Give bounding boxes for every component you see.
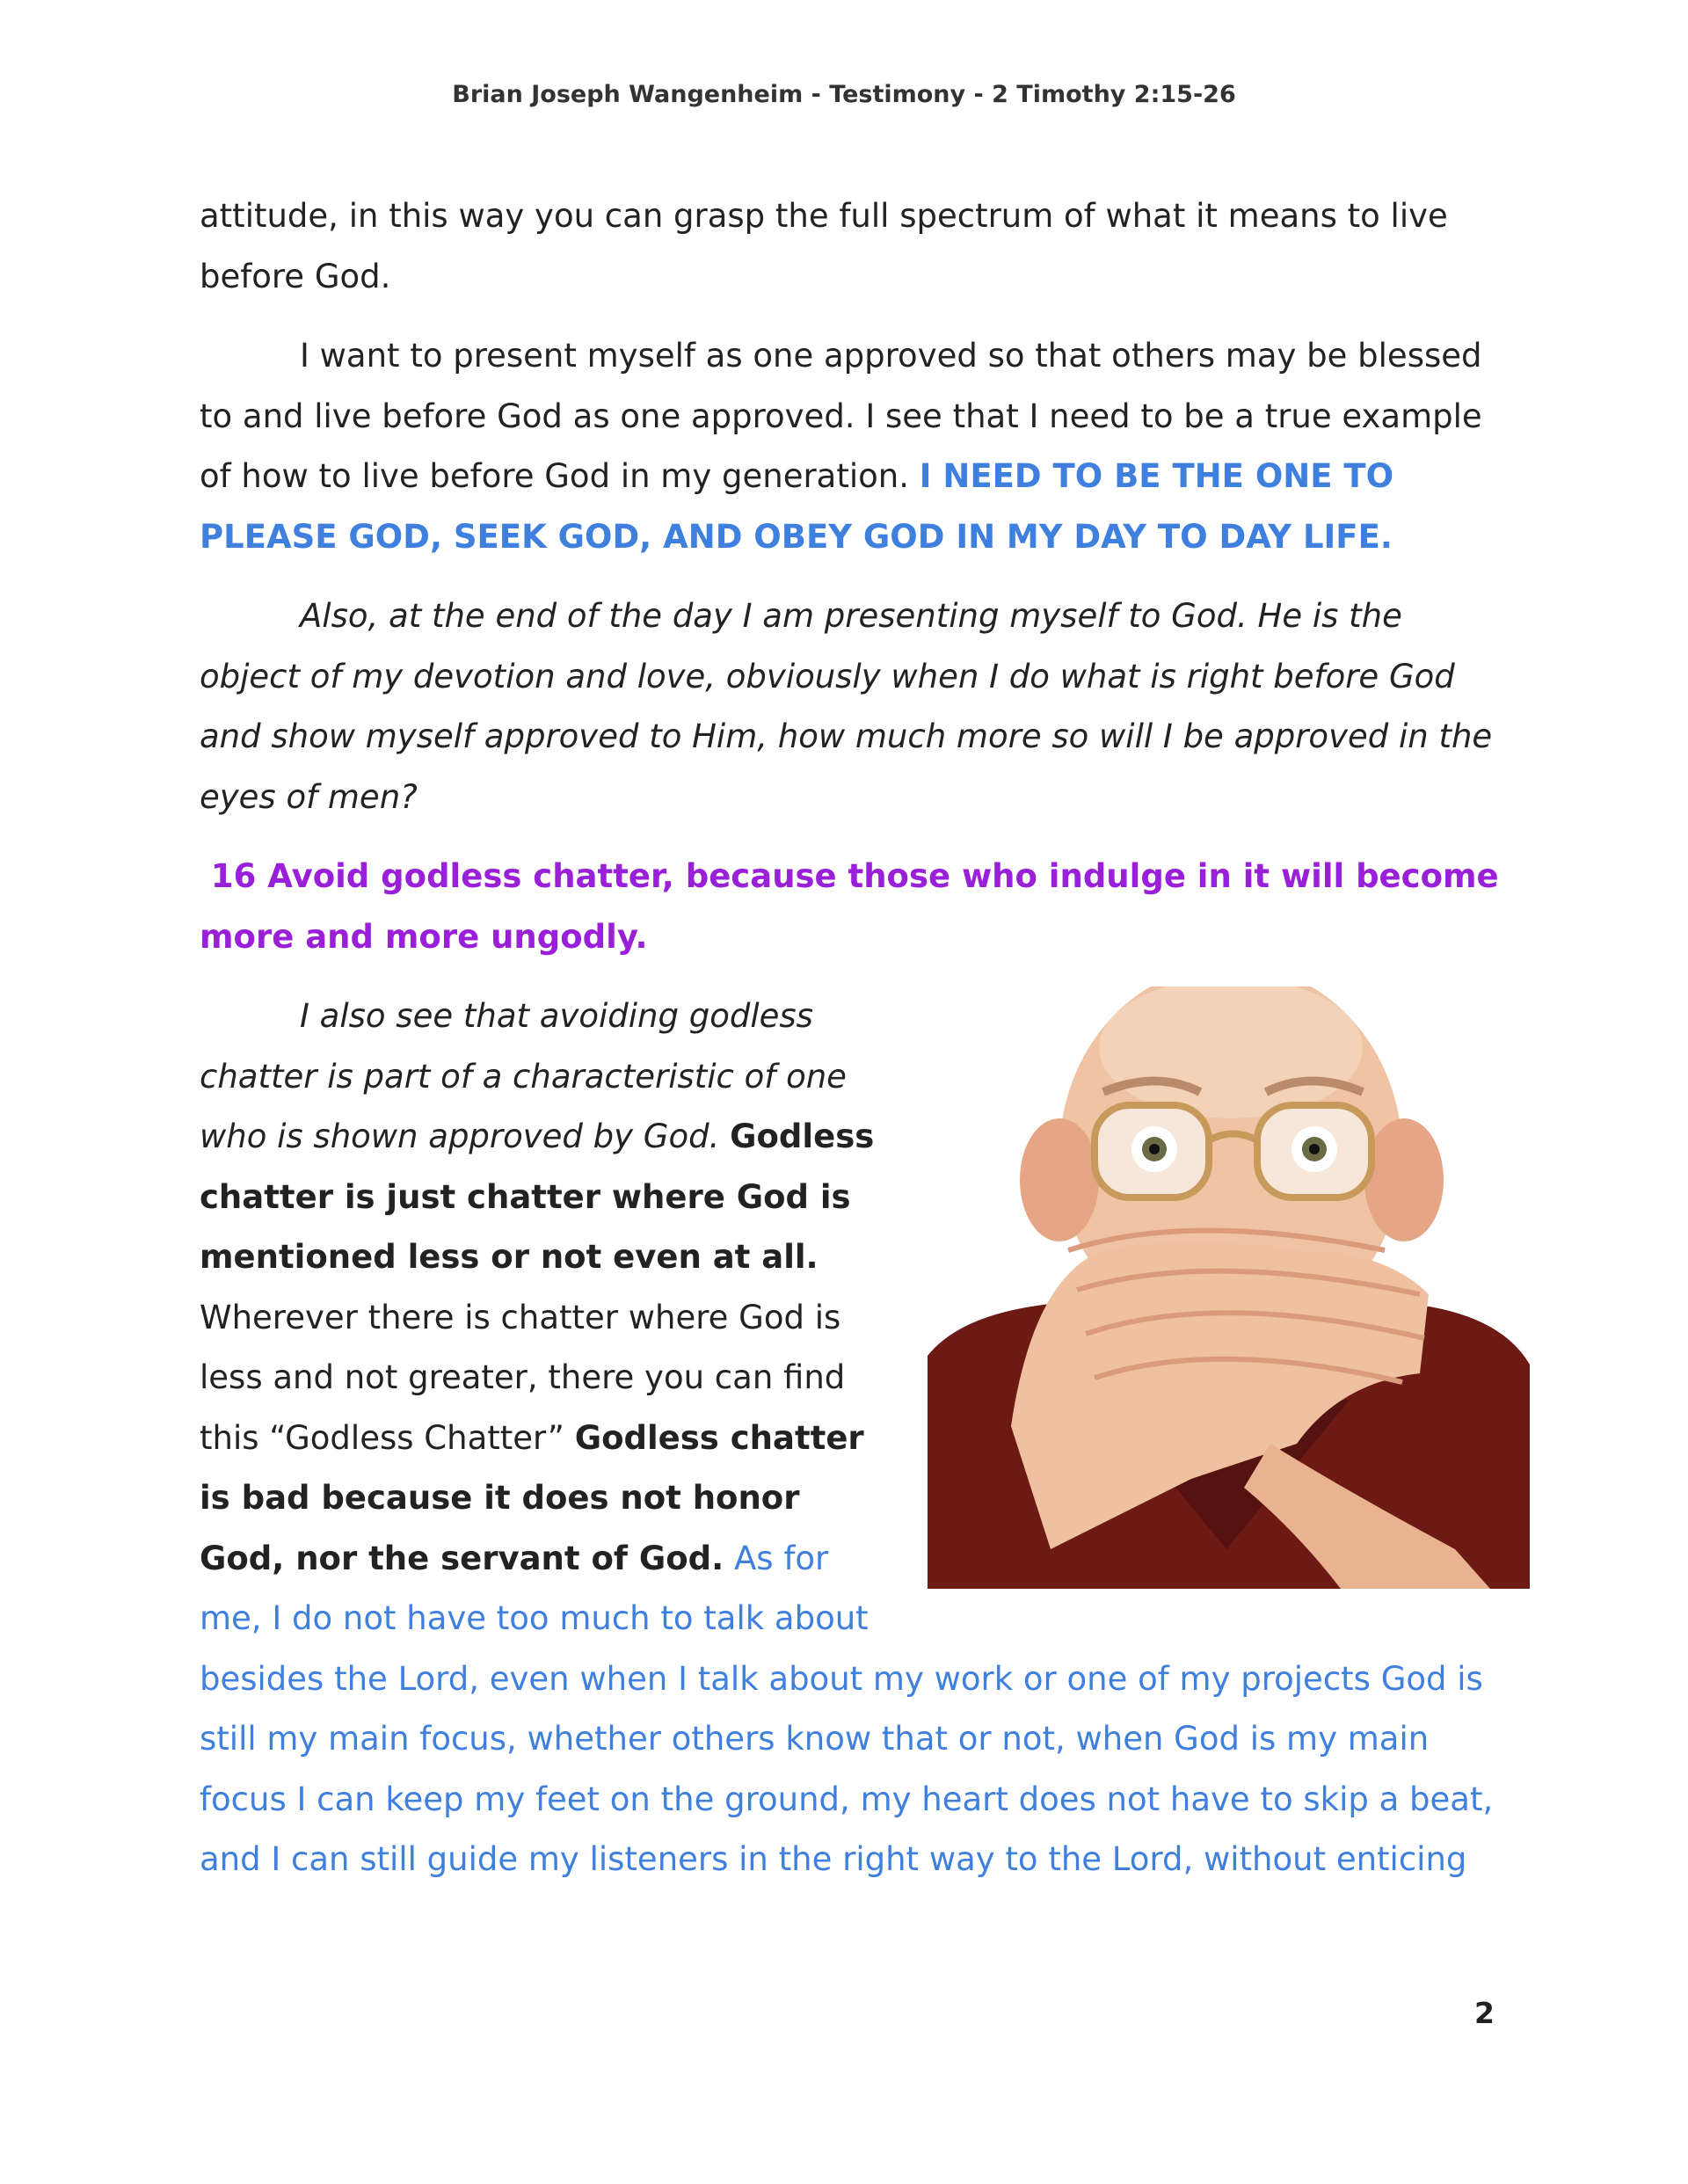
paragraph-approved (200, 326, 1501, 567)
blue-text: As for me, I do not have too much to talk about besides the Lord, even when I talk about my work or one of my projects God is still my main focus, whether others know that or not, when God is my main focus I can keep my feet on the ground, my heart does not have to skip a beat, and I can still guide my listeners in the right way to the Lord, without enticing (200, 1539, 1494, 1878)
emphasis-statement: I NEED TO BE THE ONE TO PLEASE GOD, SEEK GOD, AND OBEY GOD IN MY DAY TO DAY LIFE. (200, 457, 1394, 556)
paragraph-text: Also, at the end of the day I am presenting myself to God. He is the object of my devotion and love, obviously when I do what is right before God and show myself approved to Him, how much more so will I be approved in the eyes of men? (200, 597, 1493, 816)
scripture-verse (200, 847, 1501, 967)
paragraph-presenting (200, 586, 1501, 827)
man-covering-mouth-photo (928, 986, 1530, 1589)
paragraph-text: attitude, in this way you can grasp the full spectrum of what it means to live before God. (200, 197, 1448, 295)
bold-text: Godless chatter is bad because it does not honor God, nor the servant of God. (200, 1418, 864, 1577)
paragraph-text: I want to present myself as one approved so that others may be blessed to and live before God as one approved. I see that I need to be a true example of how to live before God in my generation. (200, 337, 1482, 495)
paragraph-text: Wherever there is chatter where God is less and not greater, there you can find this “Godless Chatter” (200, 1298, 846, 1457)
verse-text: 16 Avoid godless chatter, because those who indulge in it will become more and more ungodly. (200, 857, 1499, 956)
paragraph-continuation (200, 186, 1501, 307)
italic-text: I also see that avoiding godless chatter is part of a characteristic of one who is shown approved by God. (200, 997, 847, 1155)
page-header: Brian Joseph Wangenheim - Testimony - 2 Timothy 2:15-26 (452, 81, 1236, 108)
photo-illustration (928, 986, 1530, 1589)
page-number: 2 (1474, 1996, 1495, 2030)
bold-text: Godless chatter is just chatter where God is mentioned less or not even at all. (200, 1117, 875, 1276)
page-body (200, 186, 1501, 1910)
